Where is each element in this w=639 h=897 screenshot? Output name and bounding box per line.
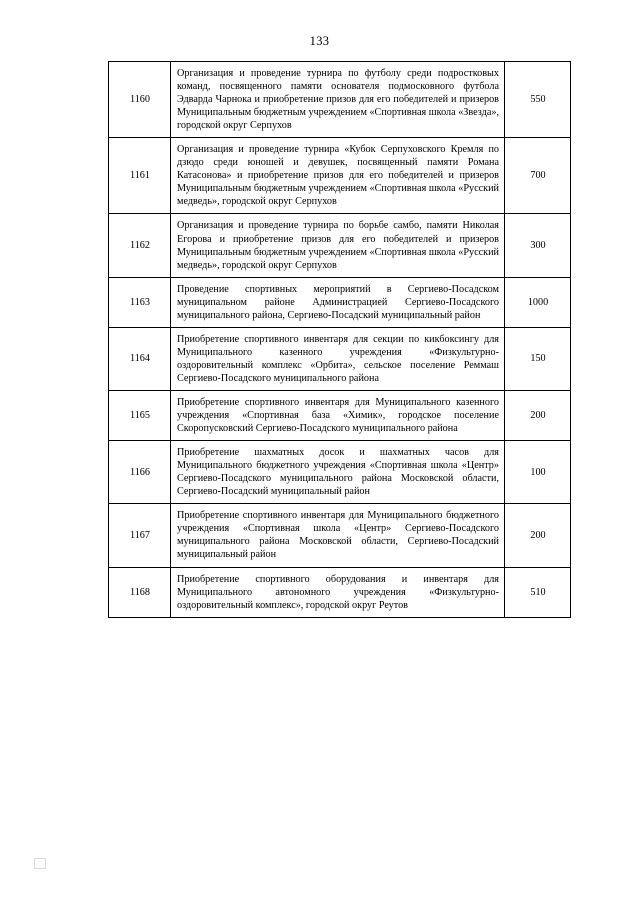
table-row — [109, 390, 571, 440]
row-amount: 1000 — [505, 277, 571, 327]
row-description: Приобретение спортивного инвентаря для Муниципального бюджетного учреждения «Спортивная школа «Центр» Сергиево-Посадского муниципального района Московской области, Сергиево-Посадский муниципальный район — [171, 504, 505, 567]
row-number: 1166 — [109, 441, 171, 504]
row-amount: 200 — [505, 504, 571, 567]
row-number: 1161 — [109, 138, 171, 214]
row-description: Приобретение спортивного инвентаря для Муниципального казенного учреждения «Спортивная база «Химик», городское поселение Скоропусковский Сергиево-Посадского муниципального района — [171, 390, 505, 440]
table-row — [109, 214, 571, 277]
table-body — [109, 62, 571, 618]
table-row — [109, 441, 571, 504]
table-row — [109, 567, 571, 617]
row-amount: 200 — [505, 390, 571, 440]
row-amount: 150 — [505, 327, 571, 390]
table-row — [109, 62, 571, 138]
row-description: Проведение спортивных мероприятий в Сергиево-Посадском муниципальном районе Администрацией Сергиево-Посадского муниципального района, Сергиево-Посадский муниципальный район — [171, 277, 505, 327]
table-row — [109, 327, 571, 390]
budget-table-container — [108, 61, 549, 618]
row-number: 1164 — [109, 327, 171, 390]
row-description: Приобретение спортивного оборудования и инвентаря для Муниципального автономного учреждения «Физкультурно-оздоровительный комплекс», городской округ Реутов — [171, 567, 505, 617]
table-row — [109, 277, 571, 327]
row-description: Организация и проведение турнира по футболу среди подростковых команд, посвященного памяти основателя подмосковного футбола Эдварда Чарнока и приобретение призов для его победителей и призеров Муниципальным бюджетным учреждением «Спортивная школа «Звезда», городской округ Серпухов — [171, 62, 505, 138]
row-number: 1167 — [109, 504, 171, 567]
row-number: 1163 — [109, 277, 171, 327]
row-description: Организация и проведение турнира по борьбе самбо, памяти Николая Егорова и приобретение призов для его победителей и призеров Муниципальным бюджетным учреждением «Спортивная школа «Русский медведь», городской округ Серпухов — [171, 214, 505, 277]
row-amount: 100 — [505, 441, 571, 504]
row-number: 1168 — [109, 567, 171, 617]
row-amount: 510 — [505, 567, 571, 617]
scan-artifact-mark — [34, 858, 46, 869]
row-amount: 550 — [505, 62, 571, 138]
row-number: 1162 — [109, 214, 171, 277]
page-number: 133 — [309, 34, 330, 48]
row-description: Приобретение шахматных досок и шахматных часов для Муниципального бюджетного учреждения «Спортивная школа «Центр» Сергиево-Посадского муниципального района Московской области, Сергиево-Посадский муниципальный район — [171, 441, 505, 504]
row-description: Организация и проведение турнира «Кубок Серпуховского Кремля по дзюдо среди юношей и девушек, посвященный памяти Романа Катасонова» и приобретение призов для его победителей и призеров Муниципальным бюджетным учреждением «Спортивная школа «Русский медведь», городской округ Серпухов — [171, 138, 505, 214]
table-row — [109, 138, 571, 214]
budget-table — [108, 61, 571, 618]
table-row — [109, 504, 571, 567]
row-amount: 700 — [505, 138, 571, 214]
row-number: 1165 — [109, 390, 171, 440]
row-number: 1160 — [109, 62, 171, 138]
row-amount: 300 — [505, 214, 571, 277]
row-description: Приобретение спортивного инвентаря для секции по кикбоксингу для Муниципального казенного учреждения «Физкультурно-оздоровительный комплекс «Орбита», сельское поселение Реммаш Сергиево-Посадского муниципального района — [171, 327, 505, 390]
